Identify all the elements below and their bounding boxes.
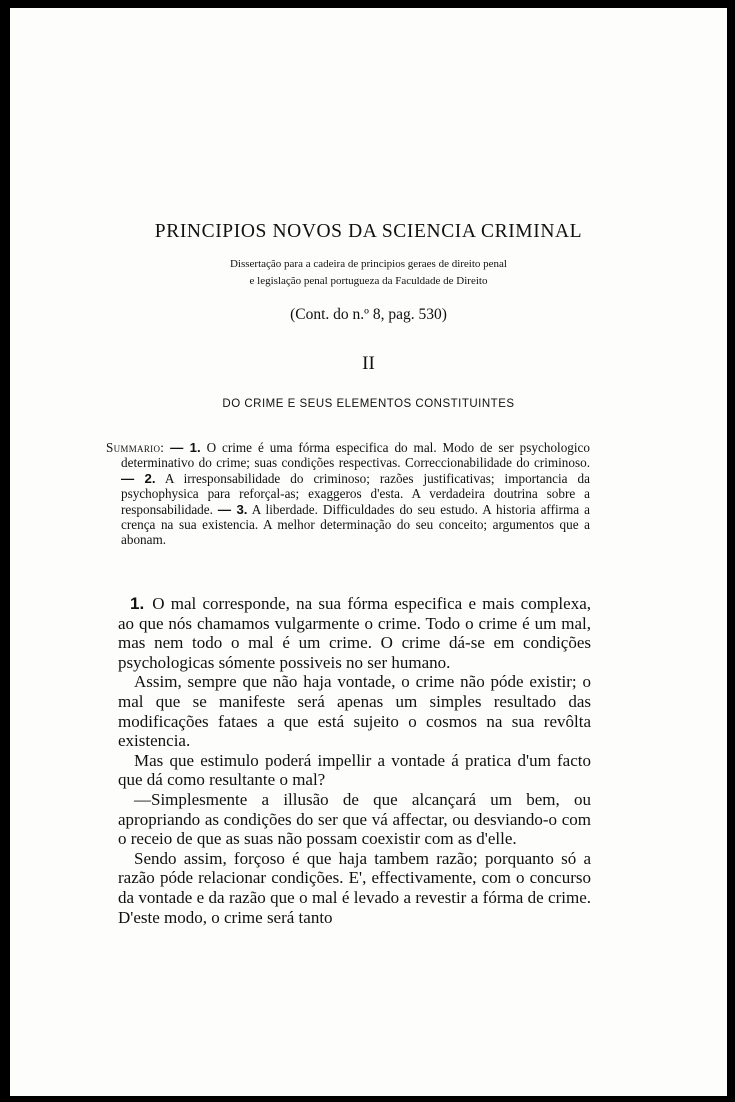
body-text	[118, 594, 591, 927]
summary-label: Summario:	[106, 440, 165, 455]
section-number: II	[362, 353, 375, 374]
paragraph-3: Mas que estimulo poderá impellir a vontade á pratica d'um facto que dá como resultante o mal?	[118, 750, 591, 790]
paragraph-1-text: O mal corresponde, na sua fórma especifica e mais complexa, ao que nós chamamos vulgarmente o crime. Todo o crime é um mal, mas nem todo o mal é um crime. O crime dá-se em condições psychologicas sómente possiveis no ser humano.	[118, 594, 591, 672]
document-page	[10, 8, 727, 1096]
summary-item-1-number: — 1.	[170, 440, 201, 455]
summary-block	[106, 440, 590, 548]
paragraph-5: Sendo assim, forçoso é que haja tambem razão; porquanto só a razão póde relacionar condições. E', effectivamente, com o concurso da vontade e da razão que o mal é levado a revestir a fórma de crime. D'este modo, o crime será tanto	[118, 848, 591, 927]
paragraph-1-number: 1.	[130, 594, 145, 613]
summary-item-2: A irresponsabilidade do criminoso; razões justificativas; importancia da psychophysica para reforçal-as; exaggeros d'esta. A verdadeira doutrina sobre a responsabilidade.	[121, 470, 590, 517]
summary-item-3: A liberdade. Difficuldades do seu estudo. A historia affirma a crença na sua existencia. A melhor determinação do seu conceito; argumentos que a abonam.	[121, 501, 590, 548]
summary-item-3-number: — 3.	[217, 501, 248, 517]
paragraph-1	[118, 594, 591, 672]
paragraph-2: Assim, sempre que não haja vontade, o crime não póde existir; o mal que se manifeste será apenas um simples resultado das modificações fataes a que está sujeito o cosmos na sua revôlta existencia.	[118, 672, 591, 751]
summary-paragraph	[106, 440, 590, 548]
continuation-note: (Cont. do n.º 8, pag. 530)	[290, 306, 447, 323]
subtitle-line-1: Dissertação para a cadeira de principios geraes de direito penal	[229, 258, 507, 270]
subtitle-line-2: e legislação penal portugueza da Faculdade de Direito	[249, 275, 488, 287]
summary-item-2-number: — 2.	[121, 470, 156, 486]
section-title: DO CRIME E SEUS ELEMENTOS CONSTITUINTES	[222, 398, 515, 410]
article-subtitle	[10, 256, 727, 290]
summary-item-1: O crime é uma fórma especifica do mal. Modo de ser psychologico determinativo do crime; suas condições respectivas. Correccionabilidade do criminoso.	[121, 440, 591, 471]
paragraph-4: —Simplesmente a illusão de que alcançará um bem, ou apropriando as condições do ser que vá affectar, ou desviando-o com o receio de que as suas não possam coexistir com as d'elle.	[118, 789, 591, 849]
article-title: PRINCIPIOS NOVOS DA SCIENCIA CRIMINAL	[154, 221, 583, 242]
